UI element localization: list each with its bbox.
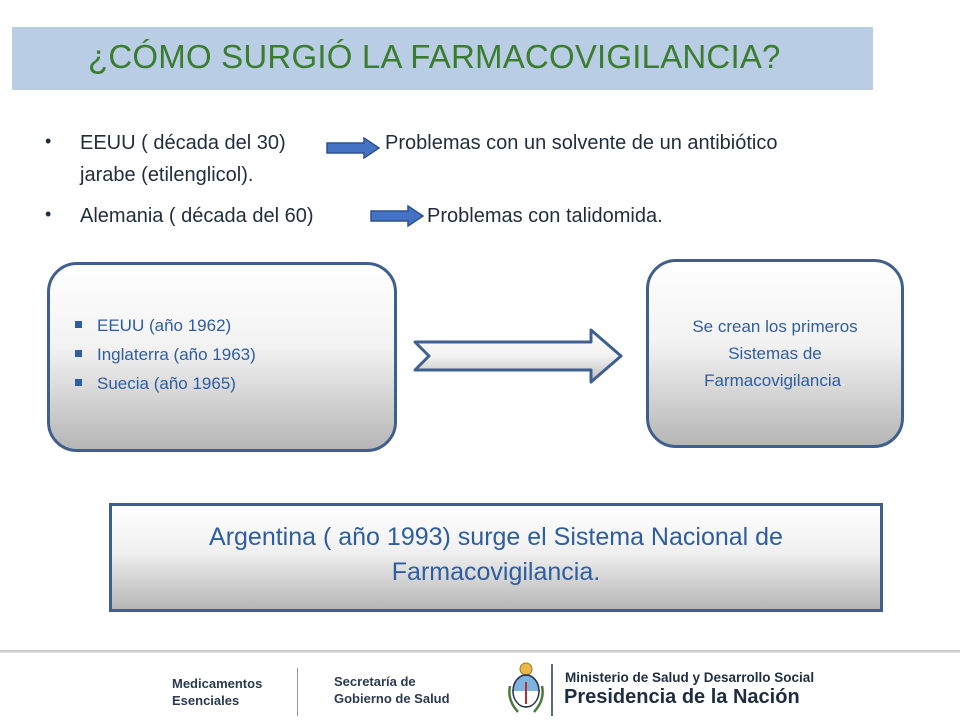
bullet-1-continuation: jarabe (etilenglicol). bbox=[80, 164, 254, 186]
right-arrow-icon bbox=[326, 137, 380, 159]
bullet-marker: • bbox=[45, 131, 52, 151]
bullet-2-rest: Problemas con talidomida. bbox=[427, 205, 663, 227]
right-arrow-icon bbox=[370, 205, 424, 227]
slide-title: ¿CÓMO SURGIÓ LA FARMACOVIGILANCIA? bbox=[88, 38, 781, 75]
square-bullet-icon bbox=[75, 350, 82, 357]
outcome-text: Se crean los primeros Sistemas de Farmacovigilancia. bbox=[692, 317, 858, 390]
bullet-marker: • bbox=[45, 204, 52, 224]
footer-medicamentos: Medicamentos Esenciales bbox=[172, 676, 263, 708]
footer-presidencia: Presidencia de la Nación bbox=[564, 686, 800, 708]
notched-right-arrow-icon bbox=[413, 328, 625, 384]
footer-secretaria: Secretaría de Gobierno de Salud bbox=[334, 674, 450, 706]
footer-separator bbox=[297, 668, 298, 716]
square-bullet-icon bbox=[75, 379, 82, 386]
bullet-1-lead: EEUU ( década del 30) bbox=[80, 132, 286, 154]
bullet-2-lead: Alemania ( década del 60) bbox=[80, 205, 314, 227]
square-bullet-icon bbox=[75, 321, 82, 328]
footer-ministerio: Ministerio de Salud y Desarrollo Social bbox=[565, 670, 815, 685]
footer-divider bbox=[0, 650, 960, 653]
argentina-text: Argentina ( año 1993) surge el Sistema Nacional de Farmacovigilancia. bbox=[209, 523, 783, 586]
bullet-1-rest: Problemas con un solvente de un antibiótico bbox=[385, 132, 778, 154]
argentina-coat-of-arms-icon bbox=[506, 660, 546, 716]
footer-separator bbox=[551, 664, 553, 716]
